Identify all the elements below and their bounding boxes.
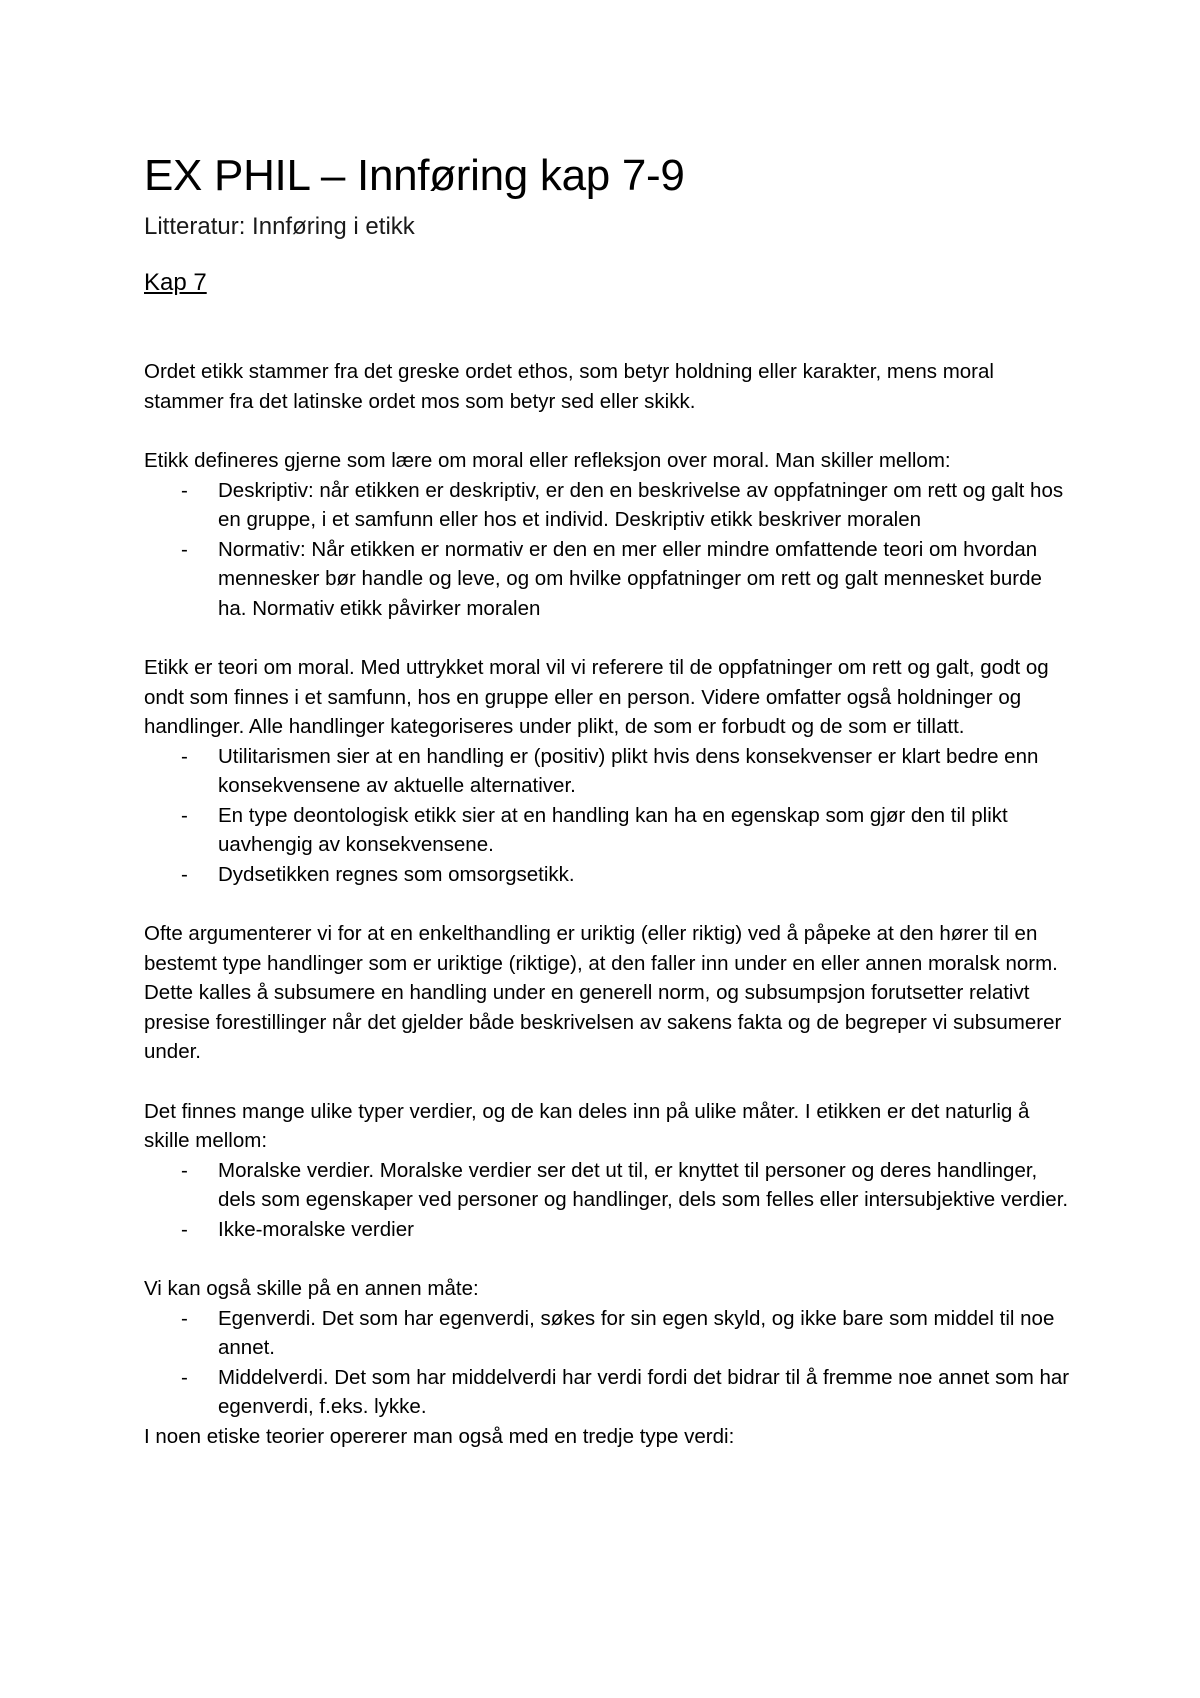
list-item-text: En type deontologisk etikk sier at en handling kan ha en egenskap som gjør den til plikt uavhengig av konsekvensene.	[218, 803, 1008, 856]
bullet-dash: -	[181, 478, 188, 502]
paragraph: Det finnes mange ulike typer verdier, og de kan deles inn på ulike måter. I etikken er det naturlig å skille mellom:	[144, 1099, 1030, 1152]
list-item	[144, 860, 1074, 890]
dash-list	[144, 1304, 1074, 1422]
document-page	[144, 148, 1074, 1451]
list-item	[144, 535, 1074, 624]
bullet-dash: -	[181, 1365, 188, 1389]
bullet-dash: -	[181, 1217, 188, 1241]
list-item	[144, 801, 1074, 860]
document-title: EX PHIL – Innføring kap 7-9	[144, 151, 685, 200]
list-item-text: Ikke-moralske verdier	[218, 1217, 414, 1241]
list-item	[144, 1363, 1074, 1422]
dash-list	[144, 476, 1074, 624]
list-item-text: Dydsetikken regnes som omsorgsetikk.	[218, 862, 575, 886]
paragraph: Vi kan også skille på en annen måte:	[144, 1277, 479, 1300]
list-item-text: Utilitarismen sier at en handling er (positiv) plikt hvis dens konsekvenser er klart bedre enn konsekvensene av aktuelle alternativer.	[218, 744, 1039, 797]
bullet-dash: -	[181, 1306, 188, 1330]
paragraph: Ordet etikk stammer fra det greske ordet ethos, som betyr holdning eller karakter, mens moral stammer fra det latinske ordet mos som betyr sed eller skikk.	[144, 360, 994, 413]
list-item-text: Normativ: Når etikken er normativ er den en mer eller mindre omfattende teori om hvordan mennesker bør handle og leve, og om hvilke oppfatninger om rett og galt mennesket burde ha. Normativ etikk påvirker moralen	[218, 537, 1042, 620]
bullet-dash: -	[181, 744, 188, 768]
bullet-dash: -	[181, 537, 188, 561]
paragraph: Etikk defineres gjerne som lære om moral eller refleksjon over moral. Man skiller mellom:	[144, 449, 951, 472]
section-heading-kap-7: Kap 7	[144, 269, 207, 296]
list-item-text: Deskriptiv: når etikken er deskriptiv, er den en beskrivelse av oppfatninger om rett og galt hos en gruppe, i et samfunn eller hos et individ. Deskriptiv etikk beskriver moralen	[218, 478, 1064, 531]
list-item	[144, 742, 1074, 801]
bullet-dash: -	[181, 862, 188, 886]
list-item	[144, 1156, 1074, 1215]
list-item	[144, 1215, 1074, 1245]
dash-list	[144, 742, 1074, 890]
document-subtitle: Litteratur: Innføring i etikk	[144, 213, 415, 240]
paragraph: Ofte argumenterer vi for at en enkelthandling er uriktig (eller riktig) ved å påpeke at den hører til en bestemt type handlinger som er uriktige (riktige), at den faller inn under en eller annen moralsk norm. Dette kalles å subsumere en handling under en generell norm, og subsumpsjon forutsetter relativt presise forestillinger når det gjelder både beskrivelsen av sakens fakta og de begreper vi subsumerer under.	[144, 922, 1062, 1063]
bullet-dash: -	[181, 803, 188, 827]
list-item	[144, 1304, 1074, 1363]
list-item	[144, 476, 1074, 535]
list-item-text: Middelverdi. Det som har middelverdi har verdi fordi det bidrar til å fremme noe annet som har egenverdi, f.eks. lykke.	[218, 1365, 1070, 1418]
paragraph: I noen etiske teorier opererer man også med en tredje type verdi:	[144, 1424, 735, 1448]
list-item-text: Moralske verdier. Moralske verdier ser det ut til, er knyttet til personer og deres handlinger, dels som egenskaper ved personer og handlinger, dels som felles eller intersubjektive verdier.	[218, 1158, 1069, 1211]
bullet-dash: -	[181, 1158, 188, 1182]
list-item-text: Egenverdi. Det som har egenverdi, søkes for sin egen skyld, og ikke bare som middel til noe annet.	[218, 1306, 1055, 1359]
paragraph: Etikk er teori om moral. Med uttrykket moral vil vi referere til de oppfatninger om rett og galt, godt og ondt som finnes i et samfunn, hos en gruppe eller en person. Videre omfatter også holdninger og handlinger. Alle handlinger kategoriseres under plikt, de som er forbudt og de som er tillatt.	[144, 656, 1049, 738]
dash-list	[144, 1156, 1074, 1245]
